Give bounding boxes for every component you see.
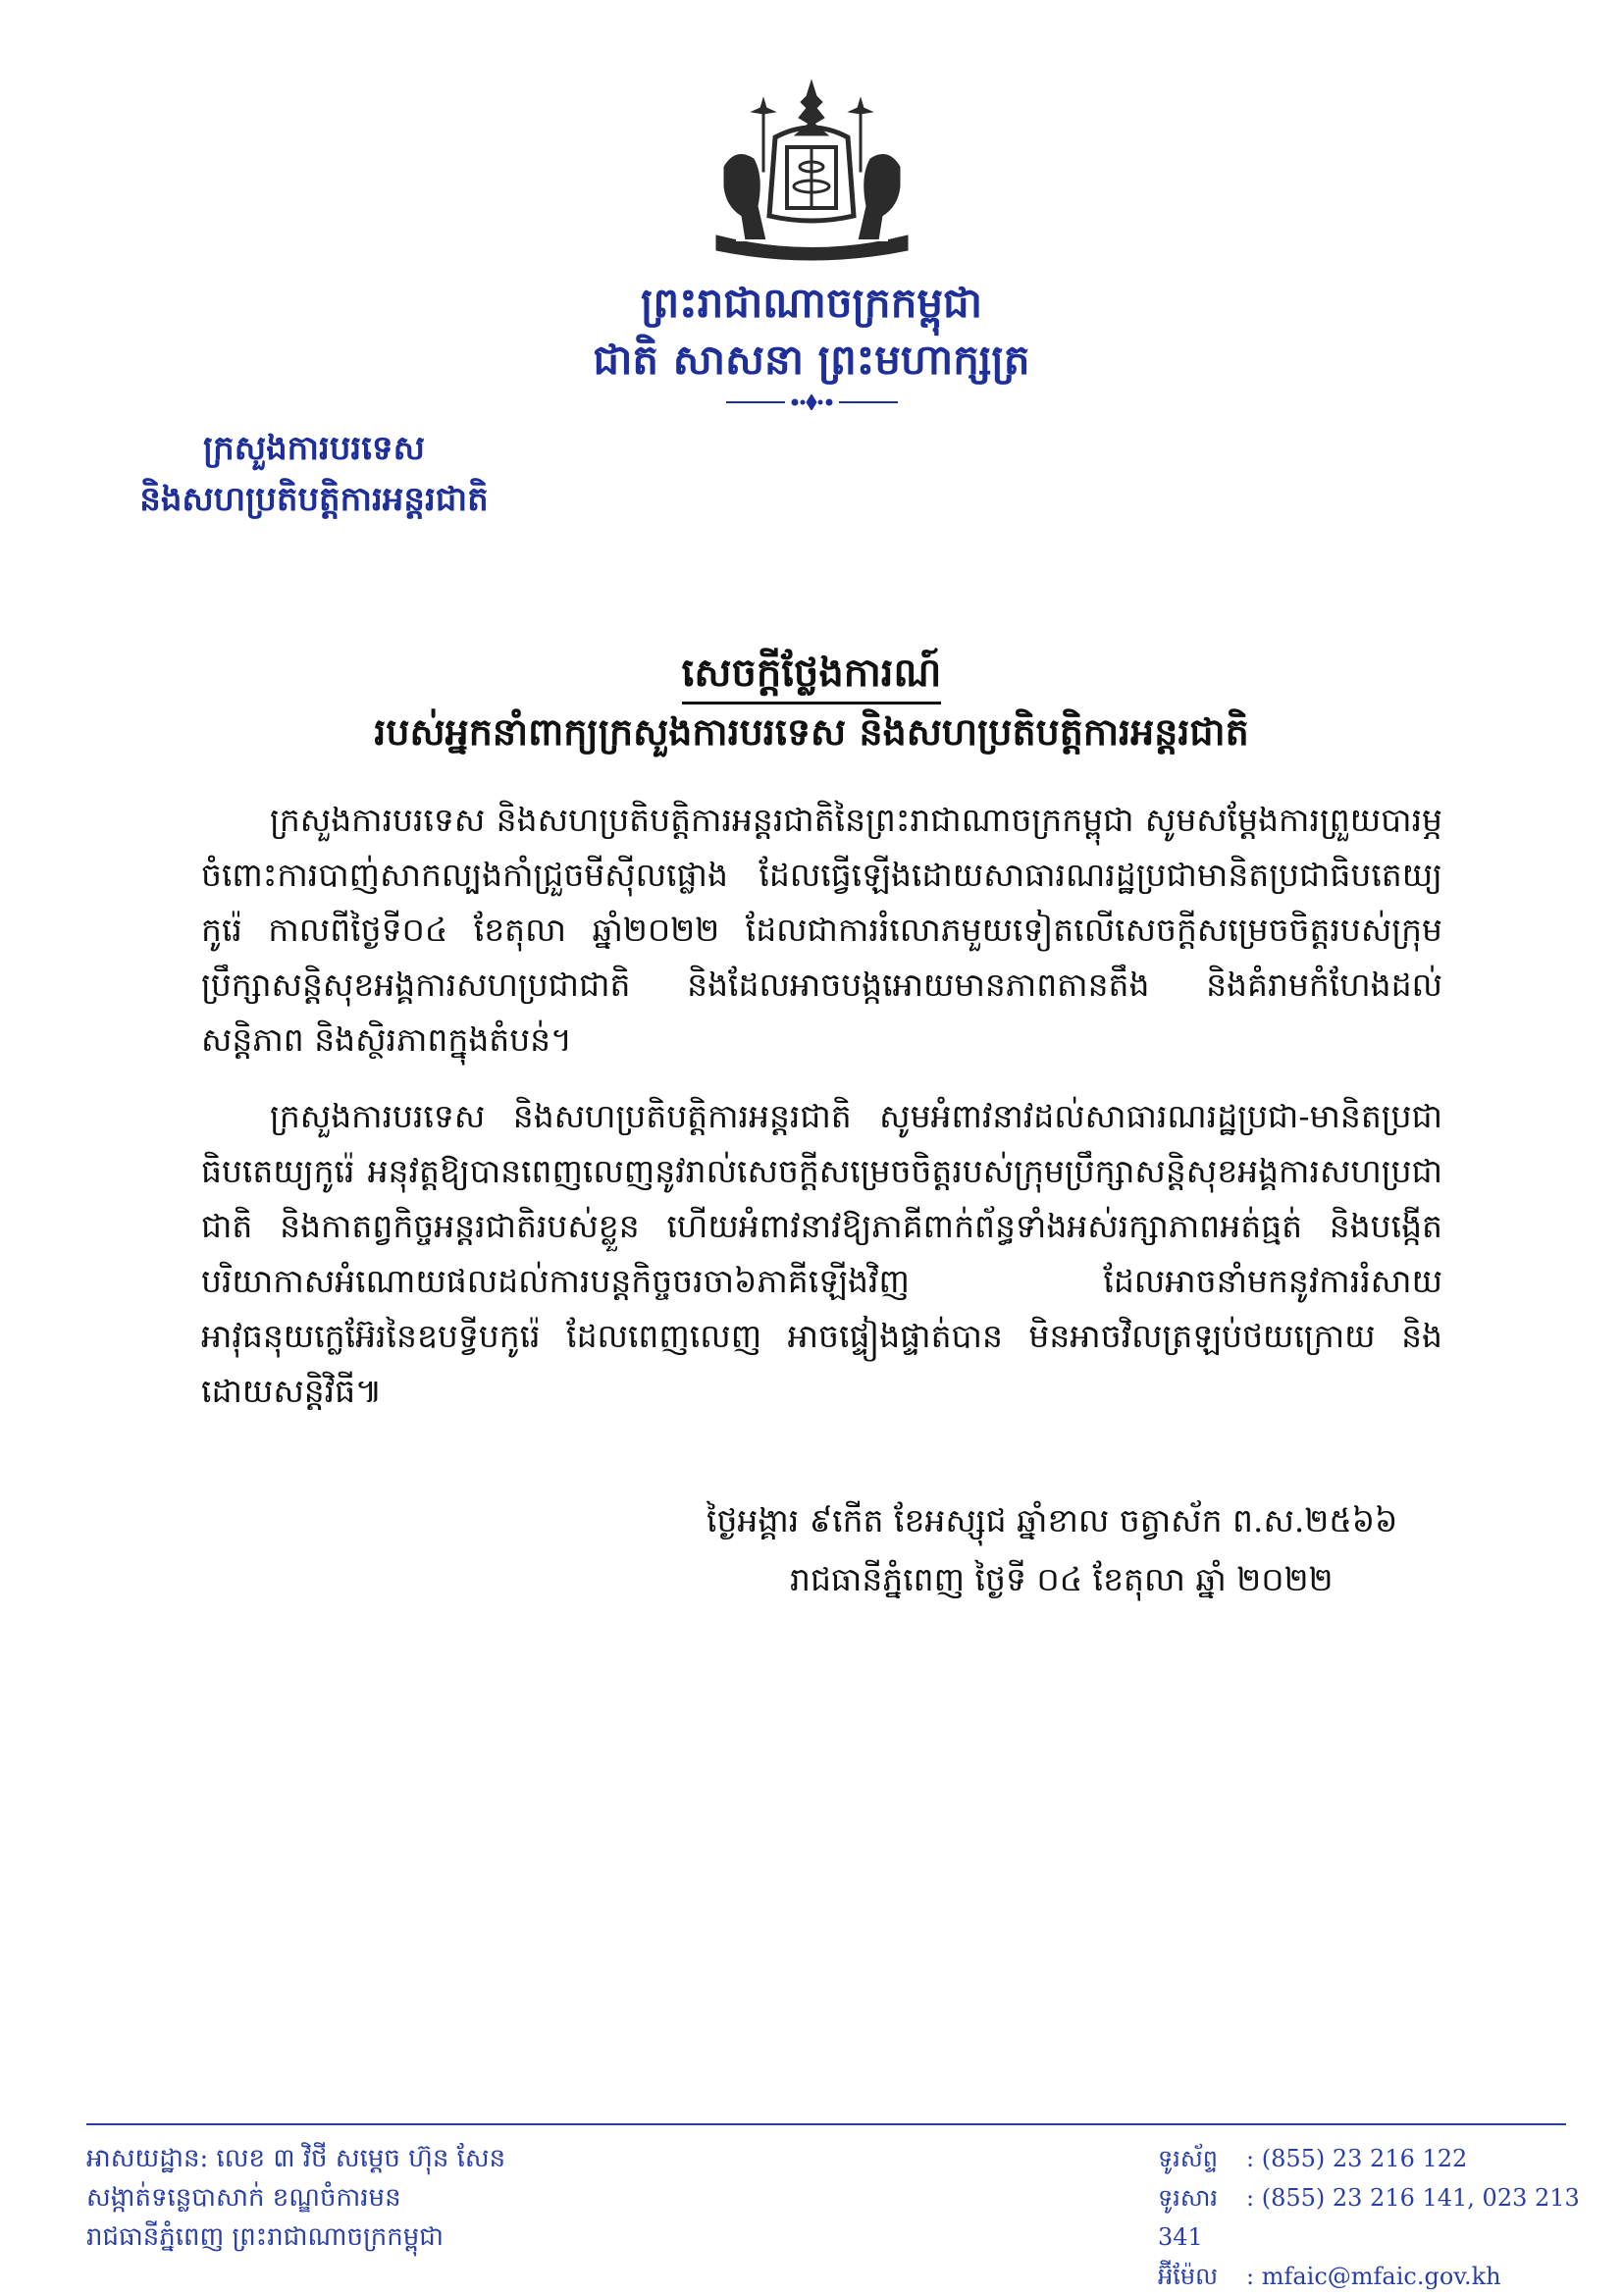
ministry-name-line1: ក្រសួងការបរទេស bbox=[203, 429, 425, 468]
document-title bbox=[0, 648, 1623, 705]
phone-value: : (855) 23 216 122 bbox=[1246, 2145, 1468, 2172]
phone-label: ទូរស័ព្ទ bbox=[1158, 2145, 1218, 2172]
document-subtitle: របស់អ្នកនាំពាក្យក្រសួងការបរទេស និងសហប្រតិបត្តិការអន្តរជាតិ bbox=[374, 709, 1249, 754]
ministry-name-line2: និងសហប្រតិបត្តិការអន្តរជាតិ bbox=[139, 480, 489, 519]
address-line-2: សង្កាត់ទន្លេបាសាក់ ខណ្ឌចំការមន bbox=[86, 2183, 401, 2213]
royal-coat-of-arms-icon bbox=[707, 78, 917, 265]
body-paragraph-1: ក្រសួងការបរទេស និងសហប្រតិបត្តិការអន្តរជាតិនៃព្រះរាជាណាចក្រកម្ពុជា សូមសម្តែងការព្រួយបារម្ភ ចំពោះការបាញ់សាកល្បងកាំជ្រួចមីស៊ីលផ្លោង ដែលធ្វើឡើងដោយសាធារណរដ្ឋប្រជាមានិតប្រជាធិបតេយ្យកូរ៉េ កាលពីថ្ងៃទី០៤ ខែតុលា ឆ្នាំ២០២២ ដែលជាការរំលោភមួយទៀតលើសេចក្តីសម្រេចចិត្តរបស់ក្រុមប្រឹក្សាសន្តិសុខអង្គការសហប្រជាជាតិ និងដែលអាចបង្កអោយមានភាពតានតឹង និងគំរាមកំហែងដល់សន្តិភាព និងស្ថិរភាពក្នុងតំបន់។ bbox=[201, 801, 1442, 1059]
footer-address bbox=[86, 2139, 505, 2257]
fax-value: : (855) 23 216 141, 023 213 341 bbox=[1158, 2184, 1580, 2251]
address-line-1: អាសយដ្ឋាន: លេខ ៣ វិថី សម្តេច ហ៊ុន សែន bbox=[86, 2144, 506, 2173]
solar-date: រាជធានីភ្នំពេញ ថ្ងៃទី ០៤ ខែតុលា ឆ្នាំ ២០២២ bbox=[790, 1560, 1334, 1598]
address-line-3: រាជធានីភ្នំពេញ ព្រះរាជាណាចក្រកម្ពុជា bbox=[86, 2222, 444, 2252]
national-motto: ជាតិ សាសនា ព្រះមហាក្សត្រ bbox=[593, 336, 1030, 384]
fax-label: ទូរសារ bbox=[1158, 2184, 1218, 2212]
email-row bbox=[1158, 2257, 1623, 2296]
kingdom-name: ព្រះរាជាណាចក្រកម្ពុជា bbox=[640, 279, 983, 327]
footer-divider bbox=[86, 2123, 1566, 2125]
fax-row bbox=[1158, 2178, 1623, 2257]
footer-contacts bbox=[1158, 2139, 1623, 2296]
email-label: អ៊ីម៉ែល bbox=[1158, 2263, 1218, 2290]
lunar-date: ថ្ងៃអង្គារ ៩កើត ខែអស្សុជ ឆ្នាំខាល ចត្វាស័ក ព.ស.២៥៦៦ bbox=[707, 1501, 1398, 1539]
phone-row bbox=[1158, 2139, 1623, 2178]
divider-ornament-icon bbox=[726, 394, 898, 410]
email-value[interactable]: : mfaic@mfaic.gov.kh bbox=[1246, 2263, 1501, 2290]
body-paragraph-2: ក្រសួងការបរទេស និងសហប្រតិបត្តិការអន្តរជាតិ សូមអំពាវនាវដល់សាធារណរដ្ឋប្រជា-មានិតប្រជាធិបតេយ្យកូរ៉េ អនុវត្តឱ្យបានពេញលេញនូវរាល់សេចក្តីសម្រេចចិត្តរបស់ក្រុមប្រឹក្សាសន្តិសុខអង្គការសហប្រជាជាតិ និងកាតព្វកិច្ចអន្តរជាតិរបស់ខ្លួន ហើយអំពាវនាវឱ្យភាគីពាក់ព័ន្ធទាំងអស់រក្សាភាពអត់ធ្មត់ និងបង្កើតបរិយាកាសអំណោយផលដល់ការបន្តកិច្ចចរចា៦ភាគីឡើងវិញ ដែលអាចនាំមកនូវការរំសាយអាវុធនុយក្លេអ៊ែរនៃឧបទ្វីបកូរ៉េ ដែលពេញលេញ អាចផ្ទៀងផ្ទាត់បាន មិនអាចវិលត្រឡប់ថយក្រោយ និងដោយសន្តិវិធី៕ bbox=[201, 1097, 1442, 1410]
document-title-text: សេចក្តីថ្លែងការណ៍ bbox=[682, 650, 942, 704]
